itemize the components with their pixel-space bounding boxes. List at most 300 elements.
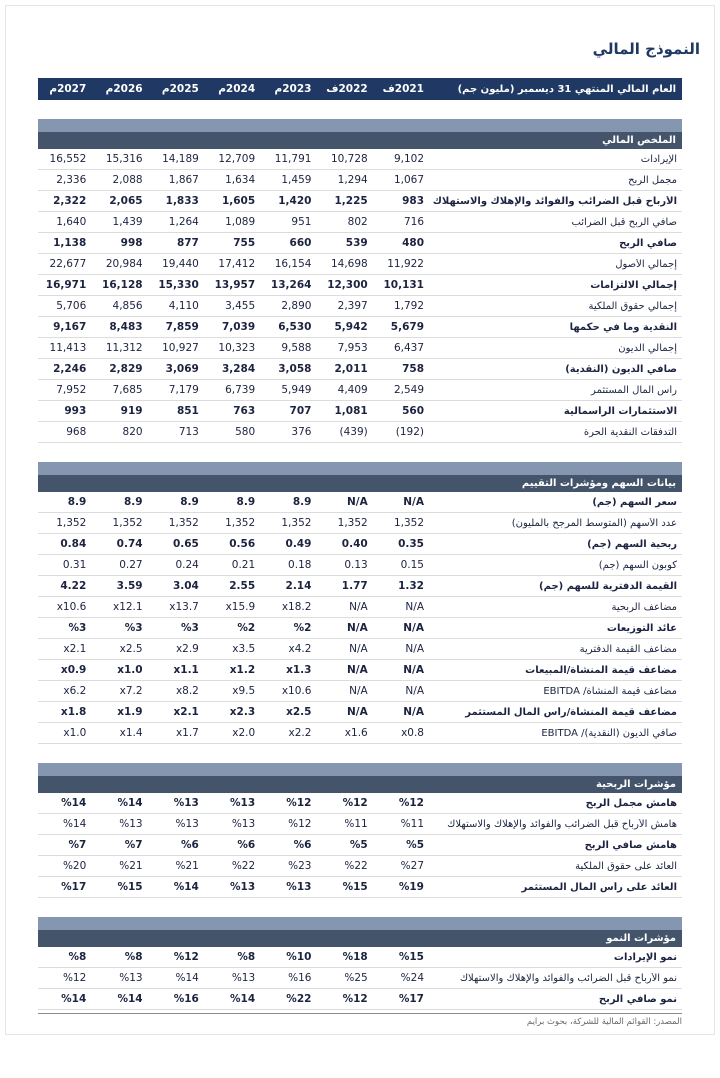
value-cell: 0.49: [263, 538, 319, 550]
row-label: إجمالي الأصول: [432, 259, 682, 270]
value-cell: 3.04: [151, 580, 207, 592]
value-cell: x1.4: [94, 727, 150, 739]
value-cell: 802: [319, 216, 375, 228]
value-cell: 11,922: [376, 258, 432, 270]
value-cell: %20: [38, 860, 94, 872]
table-row: [38, 254, 682, 275]
section-title: مؤشرات الربحية: [38, 776, 682, 793]
value-cell: %5: [319, 839, 375, 851]
value-cell: %14: [94, 993, 150, 1005]
value-cell: %15: [94, 881, 150, 893]
value-cell: N/A: [319, 685, 375, 697]
section-title: بيانات السهم ومؤشرات التقييم: [38, 475, 682, 492]
value-cell: 0.35: [376, 538, 432, 550]
value-cell: 1,138: [38, 237, 94, 249]
value-cell: 10,131: [376, 279, 432, 291]
value-cell: %13: [263, 881, 319, 893]
row-label: عائد التوزيعات: [432, 623, 682, 634]
value-cell: 16,128: [94, 279, 150, 291]
value-cell: 560: [376, 405, 432, 417]
row-label: نمو الإيرادات: [432, 952, 682, 963]
value-cell: %14: [207, 993, 263, 1005]
value-cell: 6,530: [263, 321, 319, 333]
value-cell: 10,323: [207, 342, 263, 354]
section-divider-bar: [38, 763, 682, 776]
value-cell: 7,952: [38, 384, 94, 396]
row-label: عدد الأسهم (المتوسط المرجح بالمليون): [432, 518, 682, 529]
row-label: مضاعف القيمة الدفترية: [432, 644, 682, 655]
value-cell: 1,225: [319, 195, 375, 207]
value-cell: N/A: [376, 622, 432, 634]
value-cell: 4,110: [151, 300, 207, 312]
value-cell: 6,437: [376, 342, 432, 354]
row-label: صافي الربح: [432, 238, 682, 249]
year-column-header: 2022ف: [319, 83, 375, 95]
value-cell: 1,459: [263, 174, 319, 186]
value-cell: 1,352: [207, 517, 263, 529]
section-title: مؤشرات النمو: [38, 930, 682, 947]
value-cell: 17,412: [207, 258, 263, 270]
value-cell: 1,867: [151, 174, 207, 186]
value-cell: %5: [376, 839, 432, 851]
value-cell: 4,409: [319, 384, 375, 396]
value-cell: 5,679: [376, 321, 432, 333]
value-cell: %8: [207, 951, 263, 963]
value-cell: 7,859: [151, 321, 207, 333]
table-row: [38, 492, 682, 513]
table-row: [38, 618, 682, 639]
value-cell: 1,352: [38, 517, 94, 529]
row-label: مضاعف قيمة المنشأة/رأس المال المستثمر: [432, 707, 682, 718]
value-cell: 376: [263, 426, 319, 438]
value-cell: x1.6: [319, 727, 375, 739]
value-cell: x12.1: [94, 601, 150, 613]
table-row: [38, 856, 682, 877]
value-cell: N/A: [319, 601, 375, 613]
value-cell: (192): [376, 426, 432, 438]
value-cell: x8.2: [151, 685, 207, 697]
value-cell: N/A: [376, 496, 432, 508]
value-cell: 11,413: [38, 342, 94, 354]
row-label: هامش صافي الربح: [432, 840, 682, 851]
section-title: الملخص المالي: [38, 132, 682, 149]
value-cell: %14: [38, 797, 94, 809]
value-cell: x6.2: [38, 685, 94, 697]
section-divider-bar: [38, 119, 682, 132]
year-column-header: 2027م: [38, 83, 94, 95]
table-row: [38, 233, 682, 254]
value-cell: 2,322: [38, 195, 94, 207]
value-cell: 11,791: [263, 153, 319, 165]
value-cell: 758: [376, 363, 432, 375]
value-cell: 0.18: [263, 559, 319, 571]
value-cell: 713: [151, 426, 207, 438]
value-cell: 9,167: [38, 321, 94, 333]
value-cell: %13: [94, 972, 150, 984]
value-cell: 968: [38, 426, 94, 438]
value-cell: %23: [263, 860, 319, 872]
row-label: هامش مجمل الربح: [432, 798, 682, 809]
value-cell: 16,552: [38, 153, 94, 165]
value-cell: x2.1: [38, 643, 94, 655]
row-label: مضاعف قيمة المنشأة/المبيعات: [432, 665, 682, 676]
value-cell: %3: [94, 622, 150, 634]
value-cell: x1.8: [38, 706, 94, 718]
table-row: [38, 401, 682, 422]
value-cell: 2,088: [94, 174, 150, 186]
value-cell: 12,709: [207, 153, 263, 165]
value-cell: 2,397: [319, 300, 375, 312]
value-cell: 3,455: [207, 300, 263, 312]
value-cell: 1.32: [376, 580, 432, 592]
value-cell: %8: [38, 951, 94, 963]
value-cell: x2.5: [94, 643, 150, 655]
value-cell: 820: [94, 426, 150, 438]
value-cell: 580: [207, 426, 263, 438]
value-cell: 8,483: [94, 321, 150, 333]
table-row: [38, 296, 682, 317]
value-cell: 0.40: [319, 538, 375, 550]
value-cell: 22,677: [38, 258, 94, 270]
table-row: [38, 191, 682, 212]
value-cell: %15: [376, 951, 432, 963]
value-cell: 993: [38, 405, 94, 417]
value-cell: 4.22: [38, 580, 94, 592]
row-label: العائد على حقوق الملكية: [432, 861, 682, 872]
value-cell: %13: [151, 797, 207, 809]
value-cell: 9,588: [263, 342, 319, 354]
row-label: سعر السهم (جم): [432, 497, 682, 508]
value-cell: %6: [207, 839, 263, 851]
value-cell: %14: [151, 881, 207, 893]
value-cell: 13,264: [263, 279, 319, 291]
value-cell: 1,352: [151, 517, 207, 529]
year-column-header: 2024م: [207, 83, 263, 95]
row-label: إجمالي الالتزامات: [432, 280, 682, 291]
table-row: [38, 338, 682, 359]
value-cell: %12: [319, 993, 375, 1005]
table-row: [38, 681, 682, 702]
value-cell: N/A: [319, 496, 375, 508]
value-cell: %18: [319, 951, 375, 963]
value-cell: %13: [207, 972, 263, 984]
value-cell: 7,039: [207, 321, 263, 333]
value-cell: 2.55: [207, 580, 263, 592]
table-row: [38, 835, 682, 856]
value-cell: 3,069: [151, 363, 207, 375]
value-cell: 15,316: [94, 153, 150, 165]
value-cell: 9,102: [376, 153, 432, 165]
value-cell: 1,420: [263, 195, 319, 207]
sections-container: [38, 119, 682, 1010]
value-cell: 8.9: [263, 496, 319, 508]
value-cell: %3: [38, 622, 94, 634]
table-row: [38, 968, 682, 989]
value-cell: 2,011: [319, 363, 375, 375]
value-cell: %13: [207, 881, 263, 893]
value-cell: 3,284: [207, 363, 263, 375]
value-cell: 0.13: [319, 559, 375, 571]
value-cell: x4.2: [263, 643, 319, 655]
value-cell: 877: [151, 237, 207, 249]
value-cell: 1,833: [151, 195, 207, 207]
value-cell: %3: [151, 622, 207, 634]
year-column-header: 2021ف: [376, 83, 432, 95]
value-cell: 2,065: [94, 195, 150, 207]
section: [38, 763, 682, 898]
value-cell: 1,634: [207, 174, 263, 186]
value-cell: 0.65: [151, 538, 207, 550]
value-cell: x15.9: [207, 601, 263, 613]
table-row: [38, 702, 682, 723]
financial-model-page: [0, 38, 720, 1078]
table-row: [38, 947, 682, 968]
section-divider-bar: [38, 917, 682, 930]
table-row: [38, 513, 682, 534]
value-cell: %22: [263, 993, 319, 1005]
value-cell: 0.31: [38, 559, 94, 571]
value-cell: 5,949: [263, 384, 319, 396]
row-label: العائد على رأس المال المستثمر: [432, 882, 682, 893]
table-row: [38, 534, 682, 555]
value-cell: 851: [151, 405, 207, 417]
value-cell: 0.21: [207, 559, 263, 571]
value-cell: N/A: [319, 706, 375, 718]
value-cell: 13,957: [207, 279, 263, 291]
value-cell: x0.8: [376, 727, 432, 739]
value-cell: 716: [376, 216, 432, 228]
value-cell: 2,890: [263, 300, 319, 312]
value-cell: N/A: [376, 706, 432, 718]
row-label: إجمالي الديون: [432, 343, 682, 354]
value-cell: %6: [151, 839, 207, 851]
value-cell: N/A: [376, 685, 432, 697]
row-label: هامش الأرباح قبل الضرائب والفوائد والإهلاك والاستهلاك: [432, 819, 682, 830]
value-cell: 539: [319, 237, 375, 249]
row-label: الأرباح قبل الضرائب والفوائد والإهلاك والاستهلاك: [432, 196, 682, 207]
value-cell: %27: [376, 860, 432, 872]
value-cell: 1,605: [207, 195, 263, 207]
value-cell: 0.15: [376, 559, 432, 571]
value-cell: x2.5: [263, 706, 319, 718]
value-cell: 1,352: [319, 517, 375, 529]
table-row: [38, 639, 682, 660]
value-cell: 1,439: [94, 216, 150, 228]
row-label: صافي الربح قبل الضرائب: [432, 217, 682, 228]
value-cell: x1.0: [38, 727, 94, 739]
value-cell: %13: [94, 818, 150, 830]
value-cell: 1,352: [94, 517, 150, 529]
year-column-header: 2023م: [263, 83, 319, 95]
value-cell: 0.84: [38, 538, 94, 550]
value-cell: 5,942: [319, 321, 375, 333]
value-cell: 12,300: [319, 279, 375, 291]
value-cell: 998: [94, 237, 150, 249]
row-label: مضاعف قيمة المنشأة/ EBITDA: [432, 686, 682, 697]
table-row: [38, 877, 682, 898]
value-cell: 1,067: [376, 174, 432, 186]
table-row: [38, 422, 682, 443]
year-column-header: 2025م: [151, 83, 207, 95]
section-divider-bar: [38, 462, 682, 475]
value-cell: %14: [38, 818, 94, 830]
value-cell: %22: [207, 860, 263, 872]
value-cell: 15,330: [151, 279, 207, 291]
value-cell: 3.59: [94, 580, 150, 592]
value-cell: %6: [263, 839, 319, 851]
value-cell: x9.5: [207, 685, 263, 697]
value-cell: 7,685: [94, 384, 150, 396]
value-cell: x10.6: [263, 685, 319, 697]
value-cell: %21: [94, 860, 150, 872]
value-cell: %12: [263, 797, 319, 809]
value-cell: %14: [38, 993, 94, 1005]
value-cell: %24: [376, 972, 432, 984]
value-cell: 8.9: [38, 496, 94, 508]
value-cell: %12: [151, 951, 207, 963]
value-cell: 660: [263, 237, 319, 249]
value-cell: 919: [94, 405, 150, 417]
table-row: [38, 317, 682, 338]
value-cell: x1.1: [151, 664, 207, 676]
value-cell: %8: [94, 951, 150, 963]
value-cell: 2.14: [263, 580, 319, 592]
value-cell: %2: [207, 622, 263, 634]
value-cell: N/A: [376, 664, 432, 676]
value-cell: 16,154: [263, 258, 319, 270]
table-row: [38, 793, 682, 814]
value-cell: x0.9: [38, 664, 94, 676]
value-cell: N/A: [319, 643, 375, 655]
value-cell: 755: [207, 237, 263, 249]
value-cell: 1,352: [263, 517, 319, 529]
years-header-row: [38, 78, 682, 100]
row-label: النقدية وما في حكمها: [432, 322, 682, 333]
table-row: [38, 359, 682, 380]
fiscal-year-header-label: العام المالي المنتهي 31 ديسمبر (مليون جم): [432, 84, 682, 95]
value-cell: %17: [376, 993, 432, 1005]
year-column-header: 2026م: [94, 83, 150, 95]
value-cell: %10: [263, 951, 319, 963]
value-cell: 0.24: [151, 559, 207, 571]
value-cell: 3,058: [263, 363, 319, 375]
value-cell: x1.3: [263, 664, 319, 676]
value-cell: %16: [151, 993, 207, 1005]
value-cell: 16,971: [38, 279, 94, 291]
value-cell: x1.7: [151, 727, 207, 739]
row-label: مجمل الربح: [432, 175, 682, 186]
table-row: [38, 597, 682, 618]
row-label: الاستثمارات الرأسمالية: [432, 406, 682, 417]
row-label: الإيرادات: [432, 154, 682, 165]
value-cell: 7,953: [319, 342, 375, 354]
value-cell: x1.0: [94, 664, 150, 676]
value-cell: 0.27: [94, 559, 150, 571]
value-cell: x2.1: [151, 706, 207, 718]
value-cell: x10.6: [38, 601, 94, 613]
value-cell: 1.77: [319, 580, 375, 592]
value-cell: 7,179: [151, 384, 207, 396]
value-cell: %13: [207, 797, 263, 809]
value-cell: %13: [151, 818, 207, 830]
table-row: [38, 555, 682, 576]
row-label: صافي الديون (النقدية)/ EBITDA: [432, 728, 682, 739]
value-cell: 10,927: [151, 342, 207, 354]
value-cell: %21: [151, 860, 207, 872]
value-cell: 0.74: [94, 538, 150, 550]
value-cell: 4,856: [94, 300, 150, 312]
value-cell: x2.3: [207, 706, 263, 718]
table-row: [38, 380, 682, 401]
value-cell: 1,352: [376, 517, 432, 529]
value-cell: %12: [263, 818, 319, 830]
value-cell: %22: [319, 860, 375, 872]
value-cell: %12: [38, 972, 94, 984]
value-cell: x2.2: [263, 727, 319, 739]
value-cell: 2,829: [94, 363, 150, 375]
row-label: نمو صافي الربح: [432, 994, 682, 1005]
value-cell: %12: [319, 797, 375, 809]
source-note: المصدر: القوائم المالية للشركة، بحوث برايم: [38, 1013, 682, 1027]
value-cell: 480: [376, 237, 432, 249]
value-cell: 1,089: [207, 216, 263, 228]
table-row: [38, 989, 682, 1010]
section: [38, 462, 682, 744]
value-cell: 8.9: [94, 496, 150, 508]
value-cell: 11,312: [94, 342, 150, 354]
table-row: [38, 275, 682, 296]
value-cell: %11: [376, 818, 432, 830]
value-cell: 2,549: [376, 384, 432, 396]
value-cell: N/A: [319, 622, 375, 634]
value-cell: x3.5: [207, 643, 263, 655]
row-label: رأس المال المستثمر: [432, 385, 682, 396]
value-cell: 10,728: [319, 153, 375, 165]
value-cell: 8.9: [151, 496, 207, 508]
value-cell: 763: [207, 405, 263, 417]
section: [38, 119, 682, 443]
value-cell: %11: [319, 818, 375, 830]
value-cell: 19,440: [151, 258, 207, 270]
row-label: كوبون السهم (جم): [432, 560, 682, 571]
row-label: إجمالي حقوق الملكية: [432, 301, 682, 312]
value-cell: x13.7: [151, 601, 207, 613]
value-cell: 983: [376, 195, 432, 207]
row-label: مضاعف الربحية: [432, 602, 682, 613]
table-row: [38, 149, 682, 170]
value-cell: %7: [94, 839, 150, 851]
row-label: التدفقات النقدية الحرة: [432, 427, 682, 438]
value-cell: %2: [263, 622, 319, 634]
value-cell: 5,706: [38, 300, 94, 312]
value-cell: 1,792: [376, 300, 432, 312]
value-cell: %17: [38, 881, 94, 893]
row-label: نمو الأرباح قبل الضرائب والفوائد والإهلاك والاستهلاك: [432, 973, 682, 984]
value-cell: N/A: [376, 643, 432, 655]
table-row: [38, 576, 682, 597]
value-cell: 20,984: [94, 258, 150, 270]
value-cell: x2.9: [151, 643, 207, 655]
row-label: ربحية السهم (جم): [432, 539, 682, 550]
value-cell: %7: [38, 839, 94, 851]
row-label: صافي الديون (النقدية): [432, 364, 682, 375]
value-cell: N/A: [319, 664, 375, 676]
value-cell: x2.0: [207, 727, 263, 739]
value-cell: 14,698: [319, 258, 375, 270]
value-cell: 6,739: [207, 384, 263, 396]
value-cell: %19: [376, 881, 432, 893]
table-row: [38, 212, 682, 233]
